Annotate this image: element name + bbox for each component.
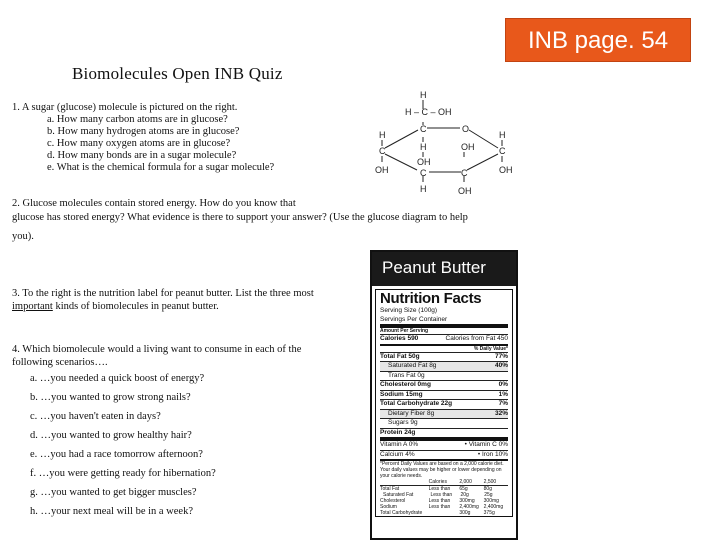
question-4a: a. …you needed a quick boost of energy? [30,373,205,384]
page-number-badge: INB page. 54 [505,18,691,62]
amount-per-serving: Amount Per Serving [380,324,508,334]
atom-c-bottom-right: C [461,168,468,178]
nutrition-facts-heading: Nutrition Facts [380,290,482,307]
atom-oh-lower: OH [417,157,431,167]
question-4h: h. …your next meal will be in a week? [30,506,193,517]
nutrient-row-total-fat: Total Fat 50g 77% [380,352,508,360]
nutrient-row-sodium: Sodium 15mg 1% [380,390,508,398]
question-1-stem: 1. A sugar (glucose) molecule is pictured on the right. [12,102,238,113]
atom-oh-left: OH [375,165,389,175]
question-1c: c. How many oxygen atoms are in glucose? [47,138,231,149]
atom-h-mid: H [420,142,427,152]
mineral-row: Calcium 4% • Iron 10% [380,450,508,458]
nutrient-row-total-carbohydrate: Total Carbohydrate 22g 7% [380,400,508,407]
atom-h-top: H [420,90,427,100]
daily-value-footnote: *Percent Daily Values are based on a 2,000 calorie diet. Your daily values may be higher or lower depending on your calorie needs. [380,459,508,479]
question-1a: a. How many carbon atoms are in glucose? [47,114,228,125]
atom-hcoh-top: H – C – OH [405,107,452,117]
question-2-line-2: glucose has stored energy? What evidence is there to support your answer? (Use the glucose diagram to help [12,212,468,223]
glucose-molecule-diagram [365,88,525,200]
vitamin-row: Vitamin A 0% • Vitamin C 0% [380,437,508,450]
question-4f: f. …you were getting ready for hibernation? [30,468,216,479]
footnote-header: Calories 2,000 2,500 [380,479,508,486]
page-title: Biomolecules Open INB Quiz [72,64,283,83]
atom-oh-bottom: OH [458,186,472,196]
footnote-row: Total Fat Less than 65g 80g [380,486,492,492]
question-4d: d. …you wanted to grow healthy hair? [30,430,192,441]
atom-oh-right: OH [499,165,513,175]
atom-h-bottom: H [420,184,427,194]
atom-c1: C [420,124,427,134]
nutrient-row-protein: Protein 24g [380,428,508,438]
question-3-line-2-rest: kinds of biomolecules in peanut butter. [52,301,219,312]
question-4c: c. …you haven't eaten in days? [30,411,161,422]
question-4-line-1: 4. Which biomolecule would a living want to consume in each of the [12,344,302,355]
footnote-row: Cholesterol Less than 300mg 300mg [380,498,499,504]
serving-size: Serving Size (100g) [380,307,438,314]
servings-per-container: Servings Per Container [380,315,448,323]
calories-row: Calories 590 Calories from Fat 450 [380,335,508,342]
question-2-line-1: 2. Glucose molecules contain stored energy. How do you know that [12,198,296,209]
question-4e: e. …you had a race tomorrow afternoon? [30,449,203,460]
question-1e: e. What is the chemical formula for a sugar molecule? [47,162,275,173]
question-4g: g. …you wanted to get bigger muscles? [30,487,197,498]
question-1d: d. How many bonds are in a sugar molecule? [47,150,237,161]
question-3-line-2 [12,301,219,313]
question-3-line-1: 3. To the right is the nutrition label for peanut butter. List the three most [12,288,314,299]
nutrient-row-cholesterol: Cholesterol 0mg 0% [380,381,508,388]
atom-oh-mid: OH [461,142,475,152]
nutrient-row-sugars: Sugars 9g [380,418,508,428]
underlined-word: important [12,301,53,312]
atom-h-right: H [499,130,506,140]
atom-c-bottom-left: C [420,168,427,178]
nutrient-row-saturated-fat: Saturated Fat 8g 40% [380,361,508,371]
atom-h-left: H [379,130,386,140]
question-4b: b. …you wanted to grow strong nails? [30,392,191,403]
footnote-row: Saturated Fat Less than 20g 25g [383,492,493,498]
daily-value-header: % Daily Value* [380,344,508,352]
footnote-row: Sodium Less than 2,400mg 2,400mg [380,504,504,510]
atom-o-ring: O [462,124,470,134]
nutrient-row-dietary-fiber: Dietary Fiber 8g 32% [380,409,508,419]
footnote-row: Total Carbohydrate 300g 375g [380,510,495,516]
question-4-line-2: following scenarios…. [12,357,108,368]
atom-c-left: C [379,146,386,156]
atom-c-right: C [499,146,506,156]
question-2-line-3: you). [12,231,34,242]
nutrient-row-trans-fat: Trans Fat 0g [380,371,508,381]
nutrition-label [370,250,518,540]
question-1b: b. How many hydrogen atoms are in glucose? [47,126,240,137]
product-name: Peanut Butter [372,252,516,286]
